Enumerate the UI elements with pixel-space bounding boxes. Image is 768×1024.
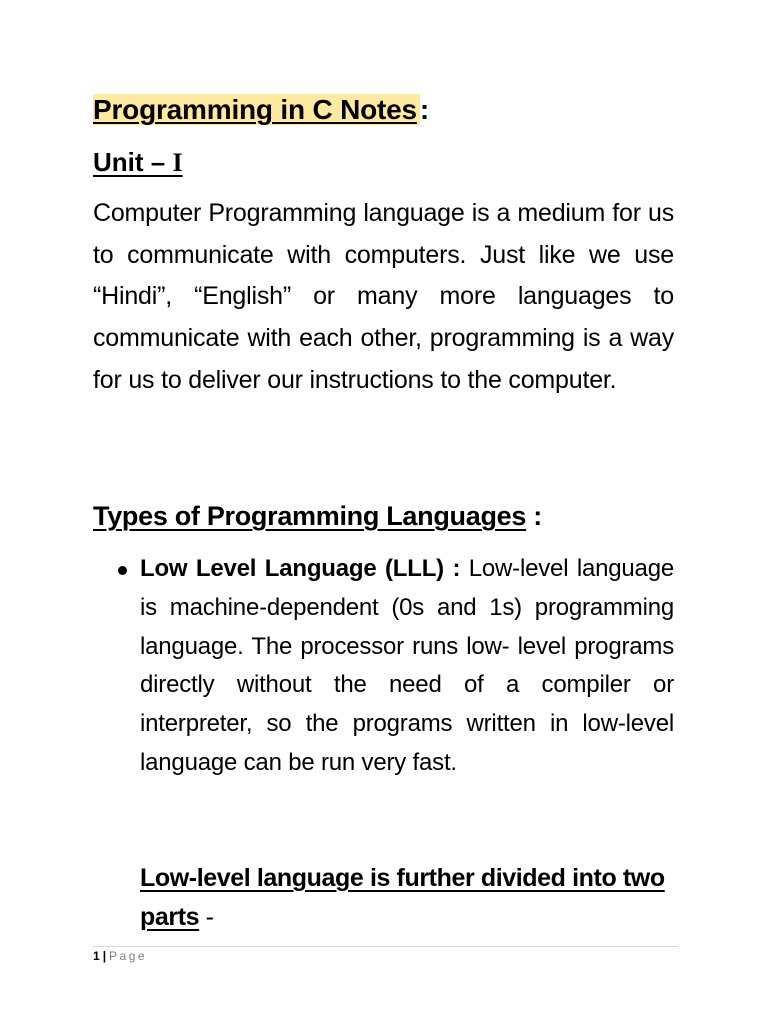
section-heading-text: Types of Programming Languages bbox=[93, 501, 527, 531]
subheading bbox=[140, 859, 676, 937]
bullet-text bbox=[140, 550, 674, 783]
subheading-dash: - bbox=[199, 903, 214, 931]
page-label: Page bbox=[109, 949, 148, 963]
unit-label: Unit – bbox=[93, 147, 173, 177]
bullet-term: Low Level Language (LLL) : bbox=[140, 555, 461, 582]
page-footer bbox=[93, 948, 147, 964]
intro-paragraph: Computer Programming language is a medium for us to communicate with computers. Just like we use “Hindi”, “English” or many more languages to communicate with each other, programming is a way for us to deliver our instructions to the computer. bbox=[93, 199, 674, 394]
bullet-list bbox=[113, 550, 674, 783]
subheading-text: Low-level language is further divided into two parts bbox=[140, 864, 665, 931]
footer-divider bbox=[93, 946, 678, 947]
unit-heading bbox=[93, 142, 183, 183]
page-title-text: Programming in C Notes bbox=[93, 94, 420, 125]
unit-numeral: I bbox=[172, 148, 183, 177]
section-heading-colon: : bbox=[526, 501, 542, 531]
section-heading bbox=[93, 496, 542, 536]
bullet-description: Low-level language is machine-dependent (0s and 1s) programming language. The processor runs low- level programs directly without the need of a compiler or interpreter, so the programs written in low-level language can be run very fast. bbox=[140, 555, 674, 776]
list-item bbox=[113, 550, 674, 783]
page-number: 1 bbox=[93, 949, 100, 963]
page-title-colon: : bbox=[419, 94, 429, 125]
footer-separator: | bbox=[102, 949, 107, 963]
page-title bbox=[93, 90, 429, 130]
bullet-icon bbox=[118, 566, 127, 575]
